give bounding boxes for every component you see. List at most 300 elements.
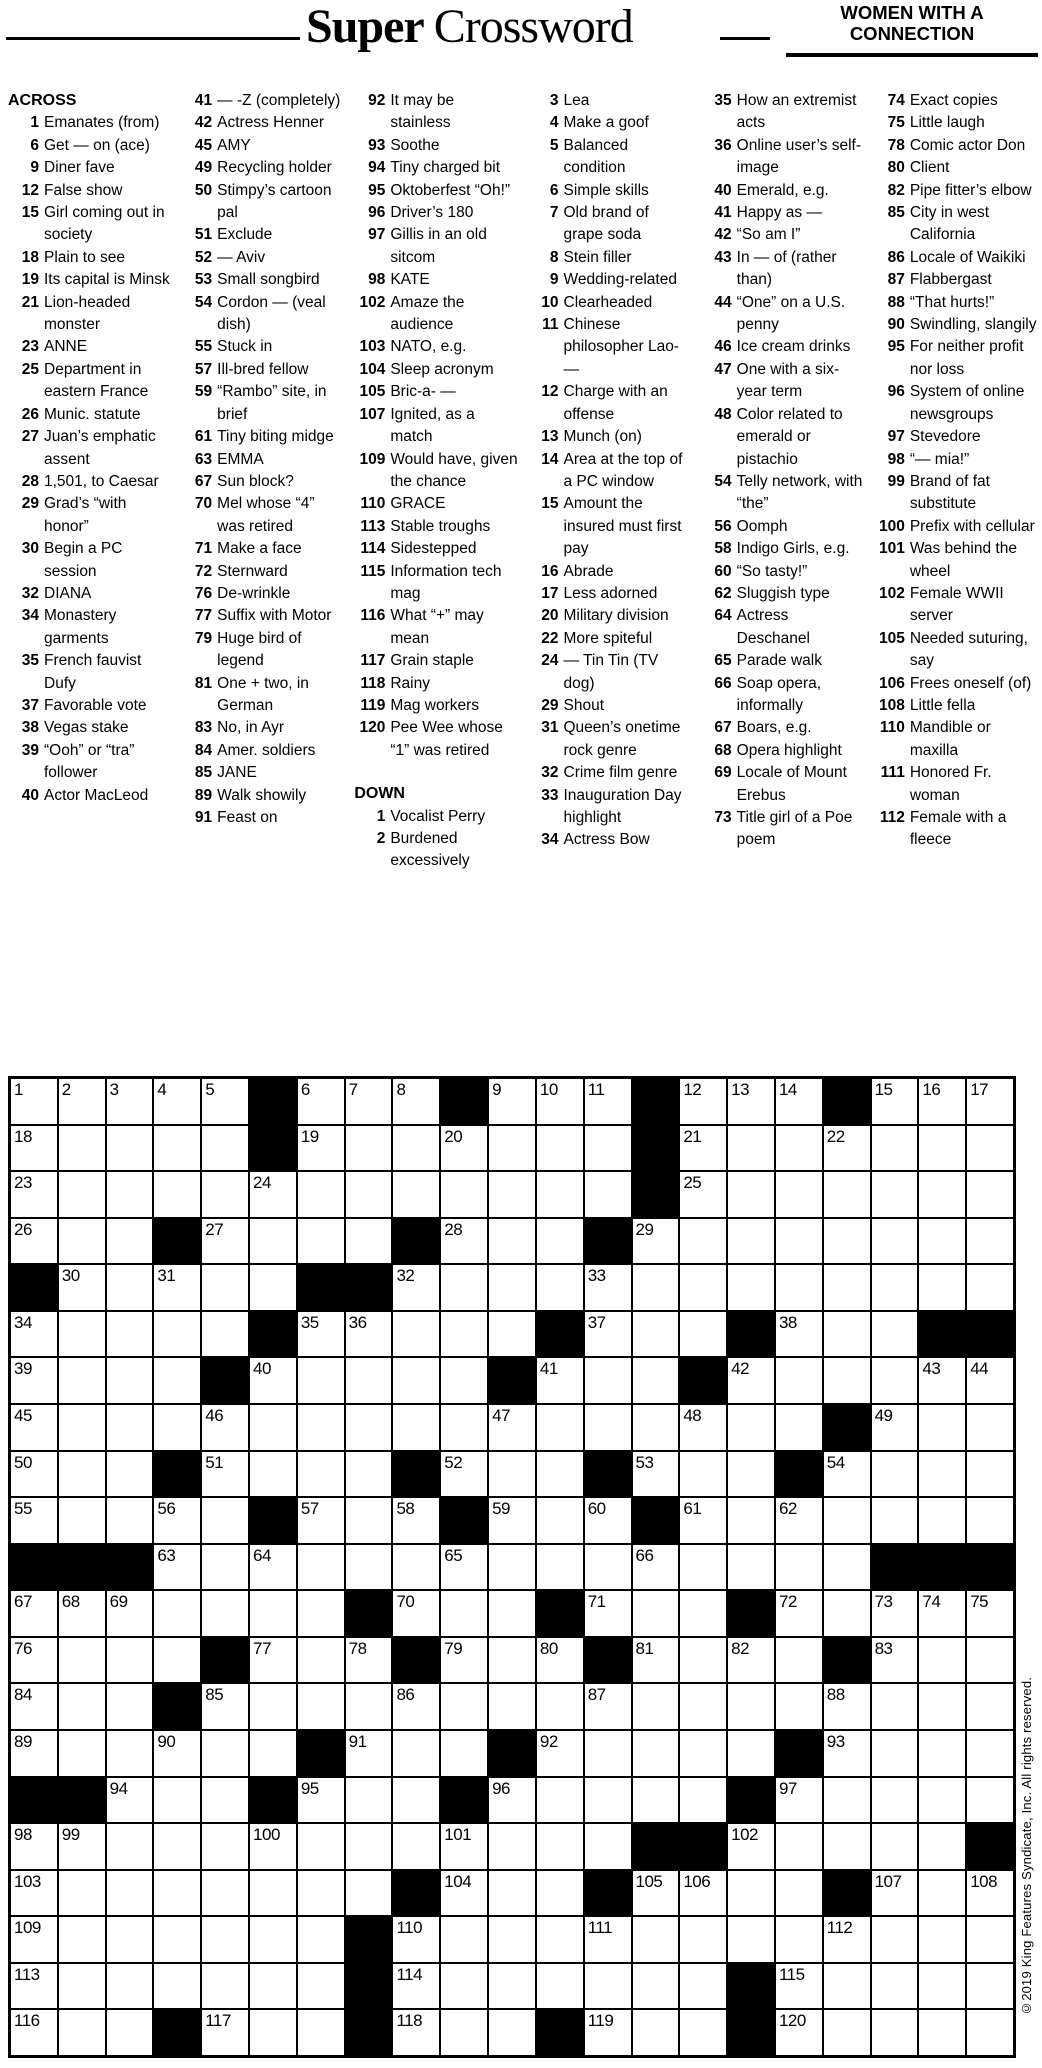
grid-cell[interactable] — [585, 1265, 631, 1310]
grid-cell[interactable] — [872, 1684, 918, 1729]
grid-cell[interactable] — [441, 2010, 487, 2055]
grid-cell[interactable] — [393, 1126, 439, 1171]
grid-cell[interactable] — [441, 1871, 487, 1916]
grid-cell[interactable] — [298, 1079, 344, 1124]
grid-cell[interactable] — [107, 1172, 153, 1217]
grid-cell[interactable] — [537, 1498, 583, 1543]
grid-cell[interactable] — [489, 1871, 535, 1916]
grid-cell[interactable] — [11, 1871, 57, 1916]
grid-cell[interactable] — [393, 1731, 439, 1776]
grid-cell[interactable] — [680, 1405, 726, 1450]
grid-cell[interactable] — [202, 1824, 248, 1869]
grid-cell[interactable] — [154, 1591, 200, 1636]
grid-cell[interactable] — [489, 1638, 535, 1683]
grid-cell[interactable] — [346, 1684, 392, 1729]
grid-cell[interactable] — [346, 1172, 392, 1217]
grid-cell[interactable] — [250, 1405, 296, 1450]
grid-cell[interactable] — [633, 1358, 679, 1403]
grid-cell[interactable] — [489, 1684, 535, 1729]
grid-cell[interactable] — [680, 1452, 726, 1497]
grid-cell[interactable] — [346, 1219, 392, 1264]
grid-cell[interactable] — [393, 1405, 439, 1450]
grid-cell[interactable] — [680, 1545, 726, 1590]
grid-cell[interactable] — [776, 1545, 822, 1590]
grid-cell[interactable] — [919, 1452, 965, 1497]
grid-cell[interactable] — [824, 1684, 870, 1729]
grid-cell[interactable] — [154, 1126, 200, 1171]
grid-cell[interactable] — [537, 1684, 583, 1729]
grid-cell[interactable] — [298, 1545, 344, 1590]
grid-cell[interactable] — [776, 1917, 822, 1962]
grid-cell[interactable] — [59, 1452, 105, 1497]
grid-cell[interactable] — [872, 1452, 918, 1497]
grid-cell[interactable] — [393, 1358, 439, 1403]
grid-cell[interactable] — [680, 1498, 726, 1543]
grid-cell[interactable] — [107, 1358, 153, 1403]
grid-cell[interactable] — [154, 1172, 200, 1217]
grid-cell[interactable] — [776, 2010, 822, 2055]
grid-cell[interactable] — [250, 1871, 296, 1916]
grid-cell[interactable] — [728, 1172, 774, 1217]
grid-cell[interactable] — [919, 1591, 965, 1636]
grid-cell[interactable] — [728, 1405, 774, 1450]
grid-cell[interactable] — [59, 1219, 105, 1264]
grid-cell[interactable] — [680, 1964, 726, 2009]
grid-cell[interactable] — [776, 1824, 822, 1869]
grid-cell[interactable] — [824, 1172, 870, 1217]
grid-cell[interactable] — [824, 2010, 870, 2055]
grid-cell[interactable] — [585, 1126, 631, 1171]
grid-cell[interactable] — [202, 1498, 248, 1543]
grid-cell[interactable] — [441, 1591, 487, 1636]
grid-cell[interactable] — [680, 1312, 726, 1357]
grid-cell[interactable] — [250, 1964, 296, 2009]
grid-cell[interactable] — [489, 1172, 535, 1217]
grid-cell[interactable] — [298, 1498, 344, 1543]
grid-cell[interactable] — [59, 1684, 105, 1729]
grid-cell[interactable] — [250, 1265, 296, 1310]
grid-cell[interactable] — [107, 1312, 153, 1357]
grid-cell[interactable] — [107, 1731, 153, 1776]
grid-cell[interactable] — [59, 1126, 105, 1171]
grid-cell[interactable] — [919, 1079, 965, 1124]
grid-cell[interactable] — [967, 2010, 1013, 2055]
grid-cell[interactable] — [441, 1964, 487, 2009]
grid-cell[interactable] — [537, 1917, 583, 1962]
grid-cell[interactable] — [537, 1452, 583, 1497]
grid-cell[interactable] — [824, 1452, 870, 1497]
grid-cell[interactable] — [776, 1591, 822, 1636]
grid-cell[interactable] — [59, 1079, 105, 1124]
grid-cell[interactable] — [967, 1498, 1013, 1543]
grid-cell[interactable] — [967, 1591, 1013, 1636]
grid-cell[interactable] — [680, 1778, 726, 1823]
grid-cell[interactable] — [11, 1731, 57, 1776]
grid-cell[interactable] — [919, 2010, 965, 2055]
grid-cell[interactable] — [250, 1591, 296, 1636]
grid-cell[interactable] — [107, 1126, 153, 1171]
grid-cell[interactable] — [202, 2010, 248, 2055]
grid-cell[interactable] — [11, 1964, 57, 2009]
grid-cell[interactable] — [489, 1964, 535, 2009]
grid-cell[interactable] — [537, 1871, 583, 1916]
grid-cell[interactable] — [11, 1312, 57, 1357]
grid-cell[interactable] — [441, 1358, 487, 1403]
grid-cell[interactable] — [680, 1219, 726, 1264]
grid-cell[interactable] — [633, 2010, 679, 2055]
grid-cell[interactable] — [489, 1405, 535, 1450]
grid-cell[interactable] — [537, 1778, 583, 1823]
grid-cell[interactable] — [393, 1778, 439, 1823]
grid-cell[interactable] — [728, 1824, 774, 1869]
grid-cell[interactable] — [298, 1778, 344, 1823]
grid-cell[interactable] — [107, 1265, 153, 1310]
grid-cell[interactable] — [11, 1498, 57, 1543]
grid-cell[interactable] — [919, 1731, 965, 1776]
grid-cell[interactable] — [633, 1219, 679, 1264]
grid-cell[interactable] — [585, 1731, 631, 1776]
grid-cell[interactable] — [728, 1545, 774, 1590]
grid-cell[interactable] — [11, 1405, 57, 1450]
grid-cell[interactable] — [680, 1172, 726, 1217]
grid-cell[interactable] — [11, 1172, 57, 1217]
grid-cell[interactable] — [824, 1917, 870, 1962]
grid-cell[interactable] — [107, 1591, 153, 1636]
grid-cell[interactable] — [872, 1312, 918, 1357]
grid-cell[interactable] — [633, 1964, 679, 2009]
grid-cell[interactable] — [441, 1731, 487, 1776]
grid-cell[interactable] — [872, 2010, 918, 2055]
grid-cell[interactable] — [537, 1731, 583, 1776]
grid-cell[interactable] — [680, 1265, 726, 1310]
grid-cell[interactable] — [107, 1871, 153, 1916]
grid-cell[interactable] — [680, 1126, 726, 1171]
grid-cell[interactable] — [776, 1871, 822, 1916]
grid-cell[interactable] — [489, 1312, 535, 1357]
grid-cell[interactable] — [967, 1079, 1013, 1124]
grid-cell[interactable] — [585, 1358, 631, 1403]
grid-cell[interactable] — [776, 1638, 822, 1683]
grid-cell[interactable] — [441, 1405, 487, 1450]
grid-cell[interactable] — [967, 1871, 1013, 1916]
grid-cell[interactable] — [872, 1265, 918, 1310]
grid-cell[interactable] — [441, 1638, 487, 1683]
grid-cell[interactable] — [346, 1638, 392, 1683]
grid-cell[interactable] — [202, 1405, 248, 1450]
grid-cell[interactable] — [919, 1405, 965, 1450]
grid-cell[interactable] — [633, 1638, 679, 1683]
grid-cell[interactable] — [824, 1778, 870, 1823]
grid-cell[interactable] — [202, 1452, 248, 1497]
grid-cell[interactable] — [11, 1358, 57, 1403]
grid-cell[interactable] — [202, 1312, 248, 1357]
grid-cell[interactable] — [11, 2010, 57, 2055]
grid-cell[interactable] — [441, 1265, 487, 1310]
grid-cell[interactable] — [585, 1964, 631, 2009]
grid-cell[interactable] — [393, 1312, 439, 1357]
grid-cell[interactable] — [59, 1871, 105, 1916]
grid-cell[interactable] — [489, 1778, 535, 1823]
grid-cell[interactable] — [441, 1684, 487, 1729]
grid-cell[interactable] — [393, 1591, 439, 1636]
grid-cell[interactable] — [59, 1964, 105, 2009]
grid-cell[interactable] — [585, 1405, 631, 1450]
grid-cell[interactable] — [107, 2010, 153, 2055]
grid-cell[interactable] — [346, 1079, 392, 1124]
grid-cell[interactable] — [872, 1638, 918, 1683]
grid-cell[interactable] — [728, 1917, 774, 1962]
grid-cell[interactable] — [11, 1126, 57, 1171]
grid-cell[interactable] — [59, 1265, 105, 1310]
grid-cell[interactable] — [202, 1079, 248, 1124]
grid-cell[interactable] — [824, 1312, 870, 1357]
grid-cell[interactable] — [633, 1591, 679, 1636]
grid-cell[interactable] — [585, 1312, 631, 1357]
grid-cell[interactable] — [154, 1312, 200, 1357]
grid-cell[interactable] — [967, 1219, 1013, 1264]
grid-cell[interactable] — [441, 1917, 487, 1962]
grid-cell[interactable] — [489, 2010, 535, 2055]
grid-cell[interactable] — [393, 1964, 439, 2009]
grid-cell[interactable] — [489, 1591, 535, 1636]
grid-cell[interactable] — [298, 1591, 344, 1636]
grid-cell[interactable] — [537, 1638, 583, 1683]
grid-cell[interactable] — [154, 1964, 200, 2009]
grid-cell[interactable] — [441, 1126, 487, 1171]
grid-cell[interactable] — [824, 1731, 870, 1776]
grid-cell[interactable] — [967, 1684, 1013, 1729]
grid-cell[interactable] — [680, 1591, 726, 1636]
grid-cell[interactable] — [824, 1964, 870, 2009]
grid-cell[interactable] — [680, 1079, 726, 1124]
grid-cell[interactable] — [202, 1265, 248, 1310]
grid-cell[interactable] — [11, 1684, 57, 1729]
grid-cell[interactable] — [633, 1778, 679, 1823]
grid-cell[interactable] — [107, 1452, 153, 1497]
grid-cell[interactable] — [154, 1917, 200, 1962]
grid-cell[interactable] — [202, 1871, 248, 1916]
grid-cell[interactable] — [728, 1684, 774, 1729]
grid-cell[interactable] — [919, 1871, 965, 1916]
grid-cell[interactable] — [680, 2010, 726, 2055]
grid-cell[interactable] — [154, 1545, 200, 1590]
grid-cell[interactable] — [728, 1638, 774, 1683]
grid-cell[interactable] — [919, 1778, 965, 1823]
grid-cell[interactable] — [776, 1358, 822, 1403]
grid-cell[interactable] — [154, 1079, 200, 1124]
grid-cell[interactable] — [441, 1545, 487, 1590]
grid-cell[interactable] — [107, 1824, 153, 1869]
grid-cell[interactable] — [489, 1126, 535, 1171]
grid-cell[interactable] — [728, 1731, 774, 1776]
grid-cell[interactable] — [967, 1265, 1013, 1310]
grid-cell[interactable] — [537, 1824, 583, 1869]
grid-cell[interactable] — [346, 1405, 392, 1450]
grid-cell[interactable] — [585, 1778, 631, 1823]
grid-cell[interactable] — [250, 1731, 296, 1776]
grid-cell[interactable] — [824, 1265, 870, 1310]
grid-cell[interactable] — [872, 1358, 918, 1403]
grid-cell[interactable] — [967, 1917, 1013, 1962]
grid-cell[interactable] — [919, 1917, 965, 1962]
crossword-grid[interactable] — [8, 1076, 1016, 2058]
grid-cell[interactable] — [919, 1498, 965, 1543]
grid-cell[interactable] — [633, 1917, 679, 1962]
grid-cell[interactable] — [824, 1498, 870, 1543]
grid-cell[interactable] — [585, 1684, 631, 1729]
grid-cell[interactable] — [154, 1824, 200, 1869]
grid-cell[interactable] — [11, 1452, 57, 1497]
grid-cell[interactable] — [537, 1358, 583, 1403]
grid-cell[interactable] — [872, 1498, 918, 1543]
grid-cell[interactable] — [107, 1684, 153, 1729]
grid-cell[interactable] — [346, 1824, 392, 1869]
grid-cell[interactable] — [633, 1731, 679, 1776]
grid-cell[interactable] — [250, 1358, 296, 1403]
grid-cell[interactable] — [585, 1079, 631, 1124]
grid-cell[interactable] — [393, 1824, 439, 1869]
grid-cell[interactable] — [107, 1079, 153, 1124]
grid-cell[interactable] — [728, 1452, 774, 1497]
grid-cell[interactable] — [154, 1731, 200, 1776]
grid-cell[interactable] — [441, 1219, 487, 1264]
grid-cell[interactable] — [872, 1824, 918, 1869]
grid-cell[interactable] — [298, 1684, 344, 1729]
grid-cell[interactable] — [154, 1498, 200, 1543]
grid-cell[interactable] — [11, 1638, 57, 1683]
grid-cell[interactable] — [441, 1452, 487, 1497]
grid-cell[interactable] — [346, 1312, 392, 1357]
grid-cell[interactable] — [346, 1871, 392, 1916]
grid-cell[interactable] — [250, 1172, 296, 1217]
grid-cell[interactable] — [537, 1964, 583, 2009]
grid-cell[interactable] — [537, 1219, 583, 1264]
grid-cell[interactable] — [824, 1219, 870, 1264]
grid-cell[interactable] — [633, 1545, 679, 1590]
grid-cell[interactable] — [11, 1219, 57, 1264]
grid-cell[interactable] — [59, 1824, 105, 1869]
grid-cell[interactable] — [633, 1405, 679, 1450]
grid-cell[interactable] — [250, 1219, 296, 1264]
grid-cell[interactable] — [967, 1172, 1013, 1217]
grid-cell[interactable] — [967, 1731, 1013, 1776]
grid-cell[interactable] — [441, 1824, 487, 1869]
grid-cell[interactable] — [59, 1638, 105, 1683]
grid-cell[interactable] — [202, 1172, 248, 1217]
grid-cell[interactable] — [776, 1079, 822, 1124]
grid-cell[interactable] — [967, 1358, 1013, 1403]
grid-cell[interactable] — [107, 1498, 153, 1543]
grid-cell[interactable] — [107, 1964, 153, 2009]
grid-cell[interactable] — [824, 1126, 870, 1171]
grid-cell[interactable] — [298, 1452, 344, 1497]
grid-cell[interactable] — [776, 1405, 822, 1450]
grid-cell[interactable] — [776, 1684, 822, 1729]
grid-cell[interactable] — [154, 1265, 200, 1310]
grid-cell[interactable] — [107, 1778, 153, 1823]
grid-cell[interactable] — [250, 1917, 296, 1962]
grid-cell[interactable] — [393, 1545, 439, 1590]
grid-cell[interactable] — [298, 1964, 344, 2009]
grid-cell[interactable] — [346, 1778, 392, 1823]
grid-cell[interactable] — [872, 1219, 918, 1264]
grid-cell[interactable] — [824, 1358, 870, 1403]
grid-cell[interactable] — [967, 1964, 1013, 2009]
grid-cell[interactable] — [824, 1591, 870, 1636]
grid-cell[interactable] — [346, 1545, 392, 1590]
grid-cell[interactable] — [11, 1591, 57, 1636]
grid-cell[interactable] — [585, 1591, 631, 1636]
grid-cell[interactable] — [202, 1778, 248, 1823]
grid-cell[interactable] — [59, 1172, 105, 1217]
grid-cell[interactable] — [776, 1172, 822, 1217]
grid-cell[interactable] — [872, 1731, 918, 1776]
grid-cell[interactable] — [633, 1684, 679, 1729]
grid-cell[interactable] — [776, 1219, 822, 1264]
grid-cell[interactable] — [298, 1405, 344, 1450]
grid-cell[interactable] — [154, 1778, 200, 1823]
grid-cell[interactable] — [585, 1498, 631, 1543]
grid-cell[interactable] — [537, 1172, 583, 1217]
grid-cell[interactable] — [202, 1917, 248, 1962]
grid-cell[interactable] — [441, 1312, 487, 1357]
grid-cell[interactable] — [967, 1778, 1013, 1823]
grid-cell[interactable] — [728, 1498, 774, 1543]
grid-cell[interactable] — [585, 1172, 631, 1217]
grid-cell[interactable] — [59, 1405, 105, 1450]
grid-cell[interactable] — [154, 1405, 200, 1450]
grid-cell[interactable] — [919, 1358, 965, 1403]
grid-cell[interactable] — [107, 1917, 153, 1962]
grid-cell[interactable] — [298, 1219, 344, 1264]
grid-cell[interactable] — [585, 2010, 631, 2055]
grid-cell[interactable] — [872, 1917, 918, 1962]
grid-cell[interactable] — [298, 1871, 344, 1916]
grid-cell[interactable] — [585, 1545, 631, 1590]
grid-cell[interactable] — [11, 1917, 57, 1962]
grid-cell[interactable] — [967, 1405, 1013, 1450]
grid-cell[interactable] — [680, 1638, 726, 1683]
grid-cell[interactable] — [393, 1172, 439, 1217]
grid-cell[interactable] — [346, 1498, 392, 1543]
grid-cell[interactable] — [919, 1824, 965, 1869]
grid-cell[interactable] — [346, 1452, 392, 1497]
grid-cell[interactable] — [633, 1871, 679, 1916]
grid-cell[interactable] — [728, 1126, 774, 1171]
grid-cell[interactable] — [154, 1358, 200, 1403]
grid-cell[interactable] — [967, 1638, 1013, 1683]
grid-cell[interactable] — [202, 1964, 248, 2009]
grid-cell[interactable] — [728, 1079, 774, 1124]
grid-cell[interactable] — [728, 1358, 774, 1403]
grid-cell[interactable] — [202, 1731, 248, 1776]
grid-cell[interactable] — [489, 1452, 535, 1497]
grid-cell[interactable] — [154, 1638, 200, 1683]
grid-cell[interactable] — [441, 1172, 487, 1217]
grid-cell[interactable] — [250, 1452, 296, 1497]
grid-cell[interactable] — [393, 1498, 439, 1543]
grid-cell[interactable] — [393, 1265, 439, 1310]
grid-cell[interactable] — [250, 1638, 296, 1683]
grid-cell[interactable] — [633, 1452, 679, 1497]
grid-cell[interactable] — [59, 1358, 105, 1403]
grid-cell[interactable] — [967, 1126, 1013, 1171]
grid-cell[interactable] — [919, 1684, 965, 1729]
grid-cell[interactable] — [346, 1126, 392, 1171]
grid-cell[interactable] — [919, 1172, 965, 1217]
grid-cell[interactable] — [298, 1638, 344, 1683]
grid-cell[interactable] — [776, 1265, 822, 1310]
